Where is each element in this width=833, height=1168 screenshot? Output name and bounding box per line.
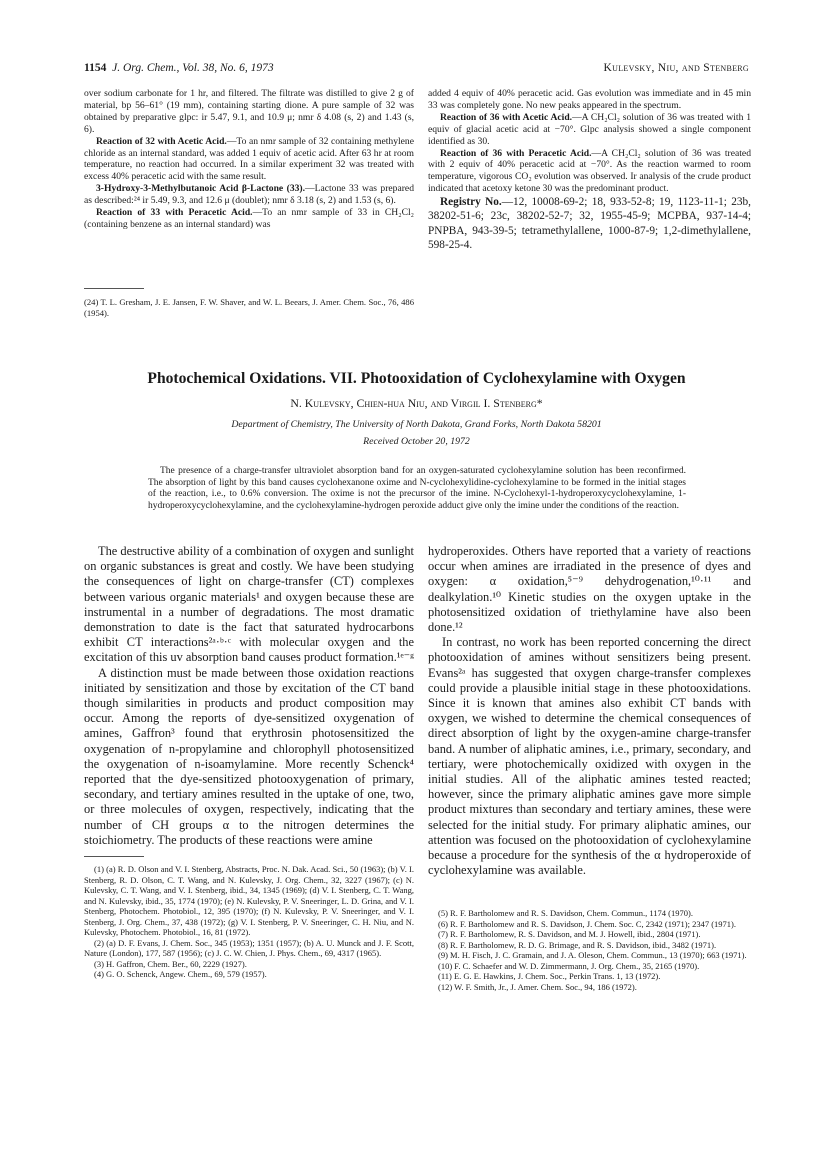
page-number: 1154 — [84, 62, 107, 74]
footnote: (8) R. F. Bartholomew, R. D. G. Brimage, and R. S. Davidson, ibid., 3482 (1971). — [438, 939, 717, 950]
paragraph: In contrast, no work has been reported concerning the direct photooxidation of amines without sensitizers being present. Evans²ᵃ has suggested that oxygen charge-transfer complexes could provide a plausible initial stage in these photooxidations. Since it is known that amines also exhibit CT bands with oxygen, we wished to determine the chemical consequences of direct absorption of light by the oxygen-amine charge-transfer band. A number of aliphatic amines, i.e., primary, secondary, and tertiary, were photochemically oxidized with oxygen in the initial studies. All of the aliphatic amines tested reacted; however, since the primary aliphatic amines gave more simple product mixtures than secondary and tertiary amines, these were selected for the initial study. For primary aliphatic amines, our attention was focused on the photooxidation of cyclohexylamine because a procedure for the synthesis of the α hydroperoxide of cyclohexylamine was available. — [428, 635, 751, 878]
run-in-heading: Reaction of 33 with Peracetic Acid. — [96, 207, 253, 219]
run-in-heading: Reaction of 32 with Acetic Acid. — [96, 135, 227, 147]
body-left-column — [84, 544, 414, 848]
paragraph: over sodium carbonate for 1 hr, and filtered. The filtrate was distilled to give 2 g of material, bp 56–61° (19 mm), containing starting dione. A pure sample of 32 was obtained by preparative glpc: ir 5.47, 9.1, and 10.9 μ; nmr δ 4.08 (s, 2) and 1.43 (s, 6). — [84, 88, 414, 135]
footnote: (10) F. C. Schaefer and W. D. Zimmermann, J. Org. Chem., 35, 2165 (1970). — [438, 960, 700, 971]
article-affiliation: Department of Chemistry, The University of North Dakota, Grand Forks, North Dakota 58201 — [231, 419, 602, 430]
registry-heading: Registry No. — [440, 196, 502, 209]
paragraph — [84, 136, 414, 184]
footnote: (1) (a) R. D. Olson and V. I. Stenberg, Abstracts, Proc. N. Dak. Acad. Sci., 50 (1963); (b) V. I. Stenberg, R. D. Olson, C. T. Wang, and N. Kulevsky, J. Org. Chem., 32, 3227 (1967); (c) N. Kulevsky, C. T. Wang, and V. I. Stenberg, ibid., 34, 1345 (1969); (d) V. I. Stenberg, C. T. Wang, and N. Kulevsky, ibid., 35, 1774 (1970); (e) N. Kulevsky, P. V. Sneeringer, L. D. Grina, and V. I. Stenberg, Photochem. Photobiol., 12, 395 (1970); (f) N. Kulevsky, P. V. Sneeringer, and V. I. Stenberg, J. Org. Chem., 37, 438 (1972); (g) V. I. Stenberg, P. V. Sneeringer, C. H. Niu, and N. Kulevsky, Photochem. Photobiol., 16, 81 (1972). — [84, 864, 414, 937]
paragraph — [84, 183, 414, 207]
run-in-heading: 3-Hydroxy-3-Methylbutanoic Acid β-Lactone (33). — [96, 183, 306, 195]
footnote-divider — [84, 288, 144, 289]
paragraph — [428, 112, 751, 148]
running-title: Kulevsky, Niu, and Stenberg — [603, 62, 749, 74]
paragraph: A distinction must be made between those oxidation reactions initiated by sensitization and those by excitation of the CT band though similarities in products and product composition may occur. Among the reports of dye-sensitized oxygenation of amines, Gaffron³ found that erythrosin photosensitized the oxygenation of n-propylamine and chlorophyll photosensitized the oxygenation of n-isoamylamine. More recently Schenck⁴ reported that the dye-sensitized photooxygenation of primary, secondary, and tertiary amines resulted in the uptake of one, two, or three molecules of oxygen, respectively, indicating that the number of CH groups α to the nitrogen determines the stoichiometry. The products of these reactions were amine — [84, 665, 414, 847]
footnote: (3) H. Gaffron, Chem. Ber., 60, 2229 (1927). — [94, 958, 247, 969]
footnote-divider — [84, 856, 144, 857]
run-in-heading: Reaction of 36 with Acetic Acid. — [440, 111, 573, 123]
registry-text: —12, 10008-69-2; 18, 933-52-8; 19, 1123-11-1; 23b, 38202-51-6; 23c, 38202-52-7; 32, 1955-45-9; MCPBA, 937-14-4; PNPBA, 943-39-5; tetramethylallene, 1000-87-9; 1,2-dimethylallene, 598-25-4. — [428, 196, 751, 251]
registry-numbers — [428, 195, 751, 252]
journal-citation: J. Org. Chem., Vol. 38, No. 6, 1973 — [112, 62, 274, 74]
running-header-left — [84, 62, 274, 74]
paragraph — [84, 207, 414, 231]
footnotes-right — [428, 908, 751, 992]
footnote: (5) R. F. Bartholomew and R. S. Davidson, Chem. Commun., 1174 (1970). — [438, 908, 693, 918]
footnote: (9) M. H. Fisch, J. C. Gramain, and J. A. Oleson, Chem. Commun., 13 (1970); 663 (1971). — [438, 950, 747, 960]
paragraph-text: —To an nmr sample of 33 in CH₂Cl₂ (containing benzene as an internal standard) was — [84, 207, 414, 230]
footnote: (12) W. F. Smith, Jr., J. Amer. Chem. Soc., 94, 186 (1972). — [438, 981, 637, 992]
abstract — [148, 466, 686, 512]
paragraph-text: —A CH₂Cl₂ solution of 36 was treated with 1 equiv of glacial acetic acid at −70°. Glpc analysis showed a single component identified as 30. — [428, 111, 751, 147]
footnote: (11) E. G. E. Hawkins, J. Chem. Soc., Perkin Trans. 1, 13 (1972). — [438, 971, 661, 981]
body-right-column — [428, 544, 751, 878]
article-title: Photochemical Oxidations. VII. Photooxidation of Cyclohexylamine with Oxygen — [147, 370, 686, 387]
paragraph: added 4 equiv of 40% peracetic acid. Gas evolution was immediate and in 45 min 33 was completely gone. No new peaks appeared in the spectrum. — [428, 88, 751, 111]
paragraph: hydroperoxides. Others have reported that a variety of reactions occur when amines are irradiated in the presence of dyes and oxygen: α oxidation,⁵⁻⁹ dehydrogenation,¹⁰·¹¹ and dealkylation.¹⁰ Kinetic studies on the oxygen uptake in the photosensitized oxidation of triethylamine have also been done.¹² — [428, 544, 751, 635]
paragraph: The destructive ability of a combination of oxygen and sunlight on organic substances is great and costly. We have been studying the consequences of light on charge-transfer (CT) complexes between various organic materials¹ and oxygen because these are instrumental in a number of degradations. The most dramatic demonstration to date is the fact that saturated hydrocarbons exhibit CT interactions²ᵃ·ᵇ·ᶜ with molecular oxygen and the excitation of this uv absorption band causes product formation.¹ᵉ⁻ᵍ — [84, 544, 414, 665]
footnote-24: (24) T. L. Gresham, J. E. Jansen, F. W. Shaver, and W. L. Beears, J. Amer. Chem. Soc., 76, 486 (1954). — [84, 297, 414, 318]
footnote: (4) G. O. Schenck, Angew. Chem., 69, 579 (1957). — [94, 969, 267, 979]
run-in-heading: Reaction of 36 with Peracetic Acid. — [440, 147, 592, 159]
paragraph-text: —Lactone 33 was prepared as described:²⁴ ir 5.49, 9.3, and 12.6 μ (doublet); nmr δ 3.18 (s, 2) and 1.53 (s, 6). — [84, 183, 414, 207]
footnote: (6) R. F. Bartholomew and R. S. Davidson, J. Chem. Soc. C, 2342 (1971); 2347 (1971). — [438, 918, 736, 929]
previous-article-right-column — [428, 88, 751, 252]
previous-article-left-column — [84, 88, 414, 231]
paragraph-text: —To an nmr sample of 32 containing methylene chloride as an internal standard, was added 1 equiv of acetic acid. After 63 hr at room temperature, no reaction had occurred. In a similar experiment 32 was treated with excess 40% peracetic acid with the same result. — [84, 135, 414, 183]
footnotes-left — [84, 864, 414, 980]
received-date: Received October 20, 1972 — [363, 436, 470, 447]
abstract-text: The presence of a charge-transfer ultraviolet absorption band for an oxygen-saturated cyclohexylamine solution has been reconfirmed. The absorption of light by this band causes cyclohexanone oxime and N-cyclohexylidine-cyclohexylamine to be formed in the initial stages of the reaction, i.e., to 0.6% conversion. The oxime is not the precursor of the imine. N-Cyclohexyl-1-hydroperoxycyclohexylamine, 1-hydroperoxycyclohexylamine, and the cyclohexylamine-hydrogen peroxide adduct give only the imine under the conditions of the reaction. — [148, 466, 686, 511]
paragraph-text: —A CH₂Cl₂ solution of 36 was treated with 2 equiv of 40% peracetic acid at −70°. As the reaction warmed to room temperature, vigorous CO₂ evolution was observed. Ir analysis of the crude product indicated that acetoxy ketone 30 was the predominant product. — [428, 147, 751, 195]
footnote: (7) R. F. Bartholomew, R. S. Davidson, and M. J. Howell, ibid., 2804 (1971). — [438, 929, 701, 939]
paragraph — [428, 148, 751, 196]
footnote: (2) (a) D. F. Evans, J. Chem. Soc., 345 (1953); 1351 (1957); (b) A. U. Munck and J. F. Scott, Nature (London), 177, 587 (1956); (c) J. C. W. Chien, J. Phys. Chem., 69, 4317 (1965). — [84, 937, 414, 958]
article-authors: N. Kulevsky, Chien-hua Niu, and Virgil I. Stenberg* — [290, 396, 543, 410]
